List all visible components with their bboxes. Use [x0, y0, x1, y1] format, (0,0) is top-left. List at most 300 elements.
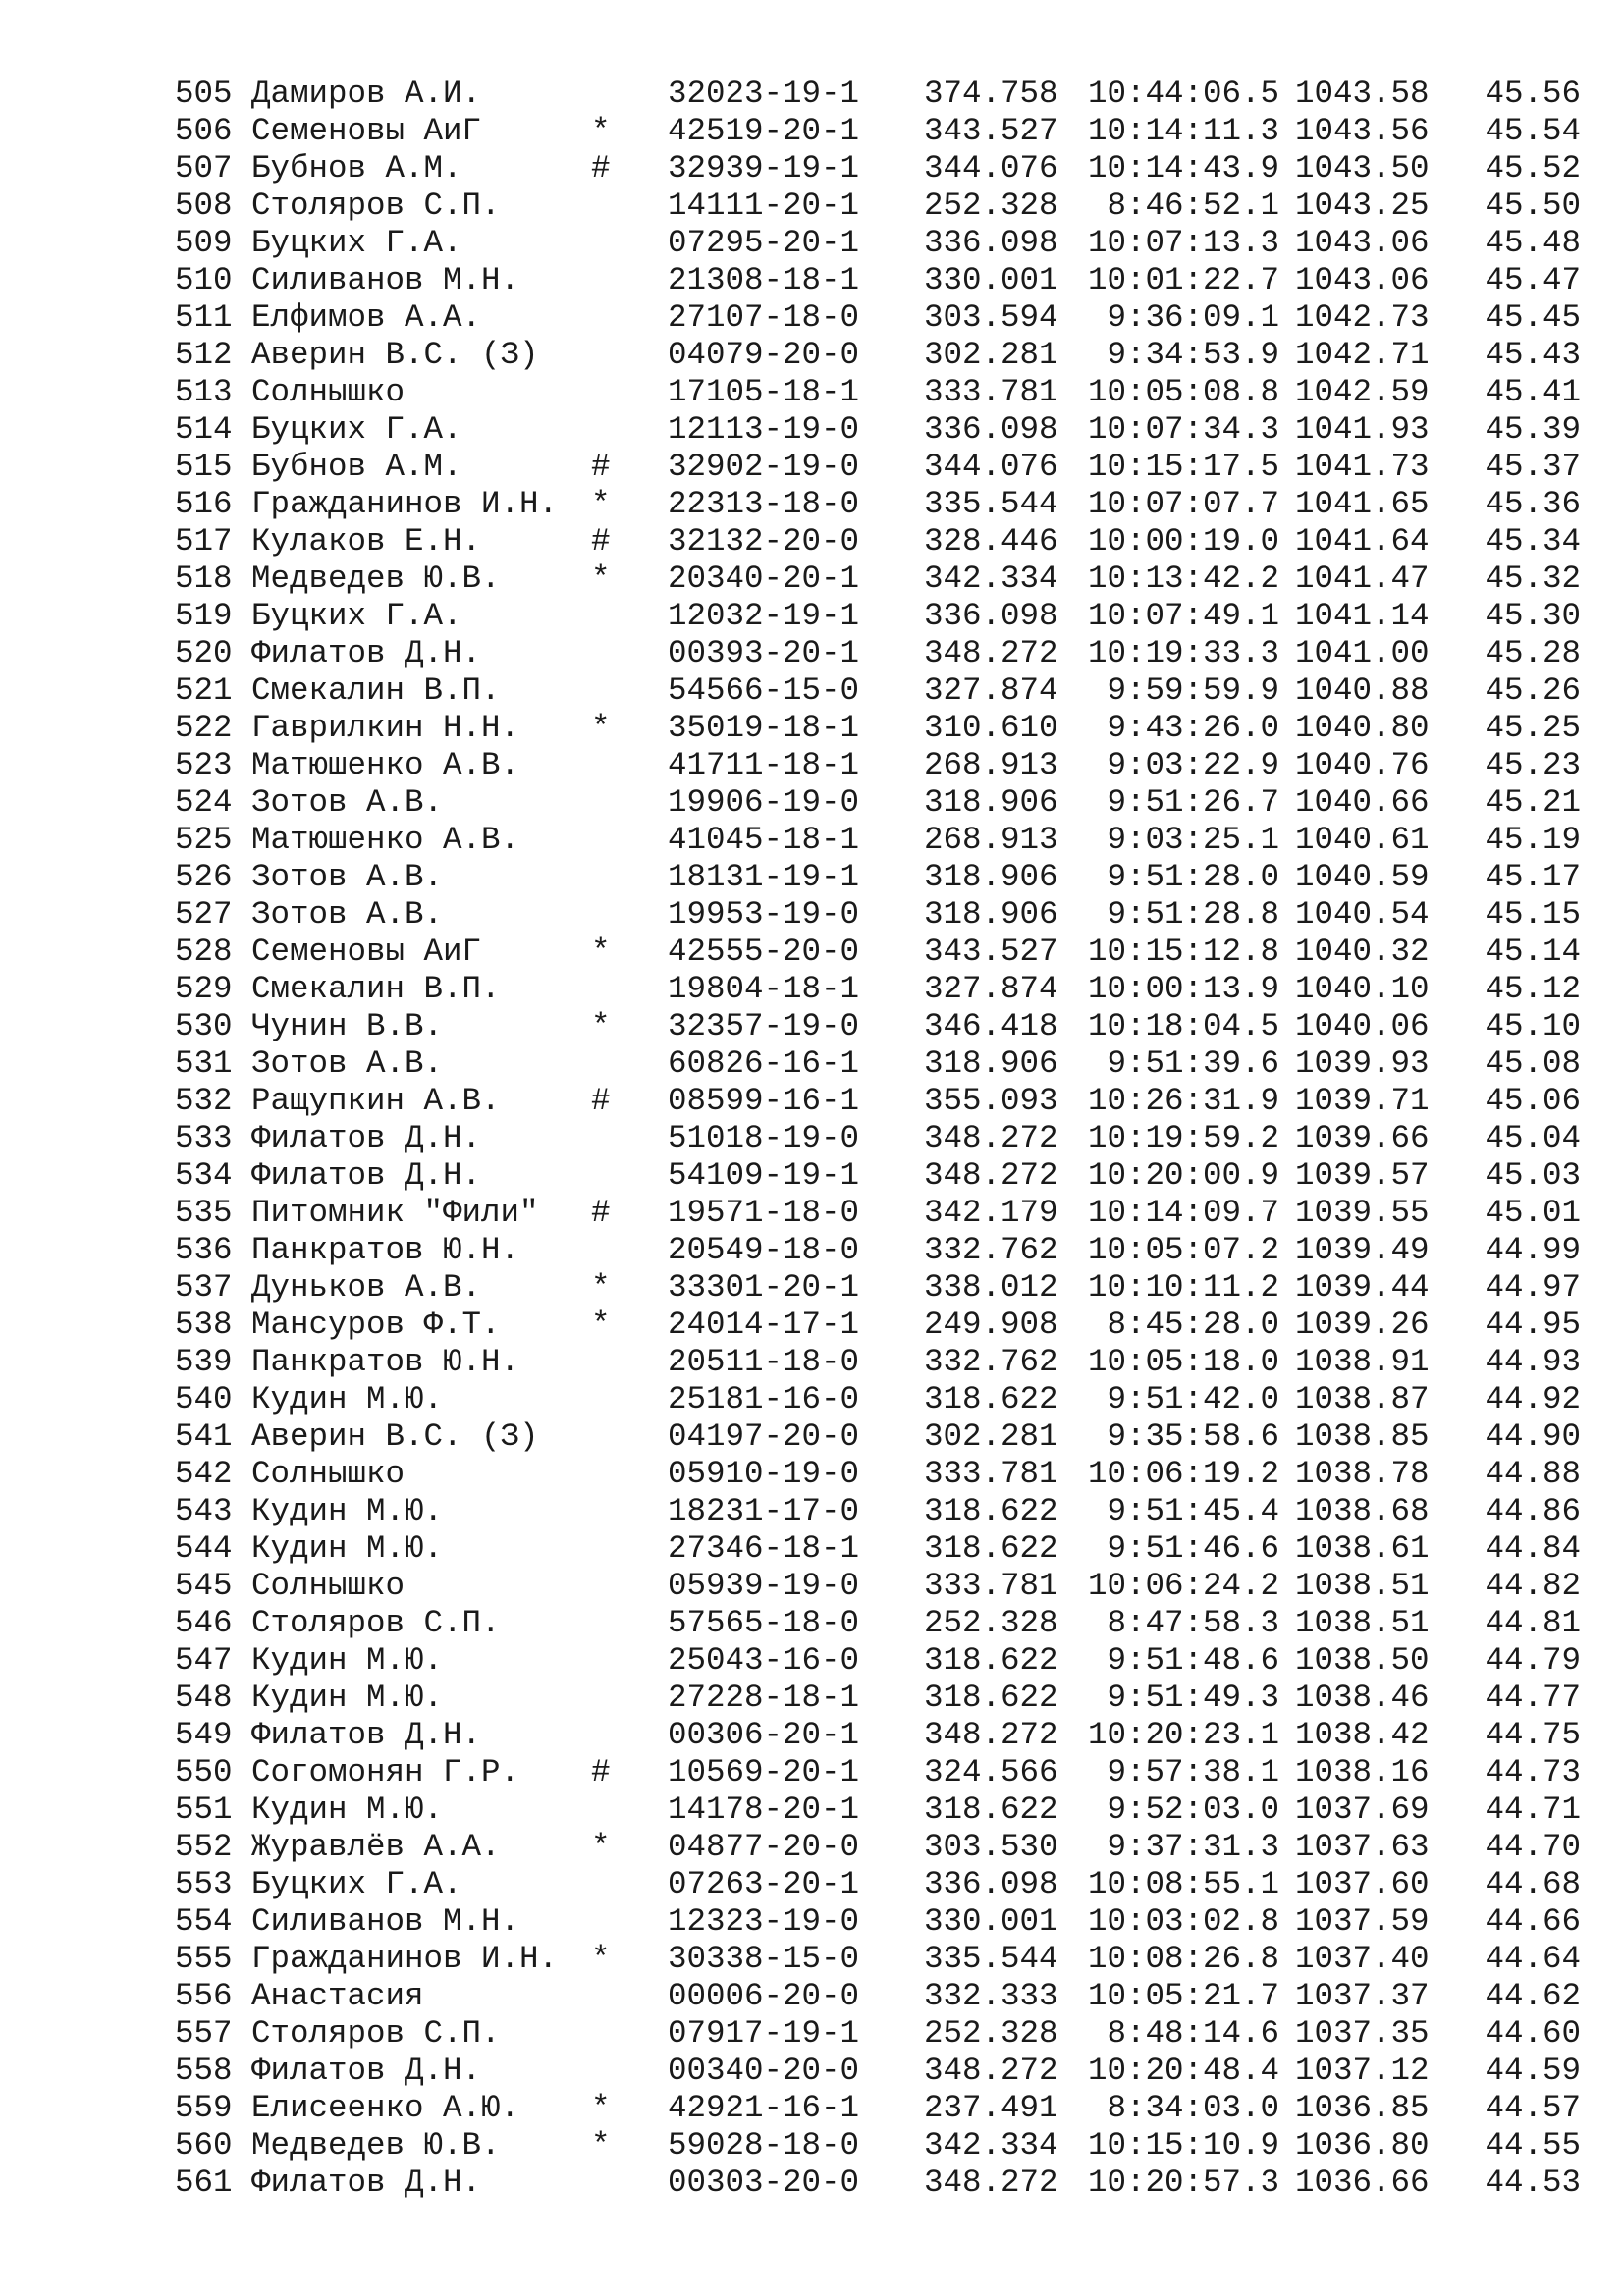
speed: 1039.44: [1295, 1269, 1430, 1306]
place-number: 515: [175, 449, 233, 485]
arrival-time: 9:51:48.6: [1107, 1642, 1279, 1679]
arrival-time: 9:43:26.0: [1107, 710, 1279, 746]
distance: 324.566: [924, 1754, 1058, 1790]
ring-number: 30338-15-0: [668, 1941, 860, 1977]
arrival-time: 10:14:09.7: [1087, 1195, 1279, 1231]
distance: 332.333: [924, 1978, 1058, 2014]
ring-number: 25181-16-0: [668, 1381, 860, 1417]
fancier-mark: *: [591, 934, 611, 970]
speed: 1037.59: [1295, 1903, 1430, 1940]
place-number: 543: [175, 1493, 233, 1529]
distance: 342.334: [924, 561, 1058, 597]
score: 45.03: [1485, 1157, 1581, 1194]
place-number: 518: [175, 561, 233, 597]
arrival-time: 9:51:49.3: [1107, 1680, 1279, 1716]
score: 45.14: [1485, 934, 1581, 970]
speed: 1038.16: [1295, 1754, 1430, 1790]
arrival-time: 10:07:49.1: [1087, 598, 1279, 634]
score: 44.59: [1485, 2053, 1581, 2089]
distance: 318.906: [924, 784, 1058, 821]
score: 45.23: [1485, 747, 1581, 783]
place-number: 537: [175, 1269, 233, 1306]
score: 44.84: [1485, 1530, 1581, 1567]
place-number: 533: [175, 1120, 233, 1156]
place-number: 517: [175, 523, 233, 560]
distance: 252.328: [924, 1605, 1058, 1641]
ring-number: 07917-19-1: [668, 2015, 860, 2052]
place-number: 548: [175, 1680, 233, 1716]
distance: 303.594: [924, 299, 1058, 336]
score: 45.25: [1485, 710, 1581, 746]
fancier-name: Столяров С.П.: [251, 187, 501, 224]
score: 44.68: [1485, 1866, 1581, 1902]
speed: 1043.06: [1295, 225, 1430, 261]
speed: 1038.78: [1295, 1456, 1430, 1492]
place-number: 506: [175, 113, 233, 149]
fancier-name: Буцких Г.А.: [251, 225, 462, 261]
arrival-time: 8:34:03.0: [1107, 2090, 1279, 2126]
arrival-time: 10:18:04.5: [1087, 1008, 1279, 1044]
ring-number: 00306-20-1: [668, 1717, 860, 1753]
speed: 1039.66: [1295, 1120, 1430, 1156]
speed: 1042.59: [1295, 374, 1430, 410]
fancier-mark: #: [591, 449, 611, 485]
score: 45.39: [1485, 411, 1581, 448]
arrival-time: 10:05:08.8: [1087, 374, 1279, 410]
speed: 1042.71: [1295, 337, 1430, 373]
fancier-mark: *: [591, 113, 611, 149]
distance: 268.913: [924, 822, 1058, 858]
place-number: 550: [175, 1754, 233, 1790]
place-number: 529: [175, 971, 233, 1007]
speed: 1039.55: [1295, 1195, 1430, 1231]
fancier-name: Питомник "Фили": [251, 1195, 539, 1231]
fancier-name: Елфимов А.А.: [251, 299, 482, 336]
score: 44.55: [1485, 2127, 1581, 2163]
arrival-time: 10:07:34.3: [1087, 411, 1279, 448]
score: 44.82: [1485, 1568, 1581, 1604]
speed: 1041.64: [1295, 523, 1430, 560]
fancier-name: Зотов А.В.: [251, 784, 444, 821]
distance: 348.272: [924, 1717, 1058, 1753]
ring-number: 54109-19-1: [668, 1157, 860, 1194]
place-number: 556: [175, 1978, 233, 2014]
fancier-mark: *: [591, 1829, 611, 1865]
fancier-name: Согомонян Г.Р.: [251, 1754, 520, 1790]
ring-number: 20511-18-0: [668, 1344, 860, 1380]
ring-number: 04197-20-0: [668, 1418, 860, 1455]
arrival-time: 8:46:52.1: [1107, 187, 1279, 224]
arrival-time: 10:44:06.5: [1087, 76, 1279, 112]
distance: 310.610: [924, 710, 1058, 746]
distance: 332.762: [924, 1232, 1058, 1268]
distance: 268.913: [924, 747, 1058, 783]
place-number: 540: [175, 1381, 233, 1417]
place-number: 531: [175, 1045, 233, 1082]
arrival-time: 9:51:46.6: [1107, 1530, 1279, 1567]
arrival-time: 10:14:43.9: [1087, 150, 1279, 187]
arrival-time: 9:35:58.6: [1107, 1418, 1279, 1455]
distance: 318.622: [924, 1381, 1058, 1417]
distance: 333.781: [924, 1456, 1058, 1492]
score: 45.52: [1485, 150, 1581, 187]
speed: 1040.06: [1295, 1008, 1430, 1044]
ring-number: 12113-19-0: [668, 411, 860, 448]
place-number: 524: [175, 784, 233, 821]
place-number: 561: [175, 2164, 233, 2201]
ring-number: 19571-18-0: [668, 1195, 860, 1231]
ring-number: 57565-18-0: [668, 1605, 860, 1641]
fancier-mark: *: [591, 2127, 611, 2163]
speed: 1038.42: [1295, 1717, 1430, 1753]
arrival-time: 10:08:55.1: [1087, 1866, 1279, 1902]
speed: 1041.93: [1295, 411, 1430, 448]
arrival-time: 8:47:58.3: [1107, 1605, 1279, 1641]
speed: 1039.26: [1295, 1307, 1430, 1343]
score: 44.64: [1485, 1941, 1581, 1977]
arrival-time: 10:26:31.9: [1087, 1083, 1279, 1119]
place-number: 530: [175, 1008, 233, 1044]
ring-number: 27346-18-1: [668, 1530, 860, 1567]
fancier-name: Матюшенко А.В.: [251, 822, 520, 858]
fancier-name: Семеновы АиГ: [251, 934, 482, 970]
score: 45.54: [1485, 113, 1581, 149]
speed: 1040.59: [1295, 859, 1430, 895]
ring-number: 18131-19-1: [668, 859, 860, 895]
speed: 1040.76: [1295, 747, 1430, 783]
fancier-name: Медведев Ю.В.: [251, 561, 501, 597]
arrival-time: 10:20:48.4: [1087, 2053, 1279, 2089]
fancier-mark: *: [591, 486, 611, 522]
distance: 342.334: [924, 2127, 1058, 2163]
fancier-name: Аверин В.С. (З): [251, 337, 539, 373]
distance: 336.098: [924, 411, 1058, 448]
score: 44.73: [1485, 1754, 1581, 1790]
fancier-name: Кудин М.Ю.: [251, 1381, 444, 1417]
arrival-time: 9:03:25.1: [1107, 822, 1279, 858]
speed: 1036.66: [1295, 2164, 1430, 2201]
fancier-name: Кудин М.Ю.: [251, 1680, 444, 1716]
fancier-name: Медведев Ю.В.: [251, 2127, 501, 2163]
fancier-name: Матюшенко А.В.: [251, 747, 520, 783]
score: 44.95: [1485, 1307, 1581, 1343]
arrival-time: 10:05:18.0: [1087, 1344, 1279, 1380]
fancier-name: Столяров С.П.: [251, 2015, 501, 2052]
fancier-name: Филатов Д.Н.: [251, 1717, 482, 1753]
speed: 1043.06: [1295, 262, 1430, 298]
ring-number: 19804-18-1: [668, 971, 860, 1007]
arrival-time: 10:05:07.2: [1087, 1232, 1279, 1268]
arrival-time: 10:01:22.7: [1087, 262, 1279, 298]
distance: 344.076: [924, 449, 1058, 485]
distance: 252.328: [924, 187, 1058, 224]
speed: 1043.50: [1295, 150, 1430, 187]
score: 44.53: [1485, 2164, 1581, 2201]
arrival-time: 9:51:28.8: [1107, 896, 1279, 933]
speed: 1041.00: [1295, 635, 1430, 671]
distance: 346.418: [924, 1008, 1058, 1044]
place-number: 546: [175, 1605, 233, 1641]
speed: 1038.46: [1295, 1680, 1430, 1716]
score: 44.62: [1485, 1978, 1581, 2014]
place-number: 514: [175, 411, 233, 448]
distance: 335.544: [924, 1941, 1058, 1977]
score: 45.04: [1485, 1120, 1581, 1156]
ring-number: 00393-20-1: [668, 635, 860, 671]
distance: 328.446: [924, 523, 1058, 560]
speed: 1039.57: [1295, 1157, 1430, 1194]
ring-number: 35019-18-1: [668, 710, 860, 746]
arrival-time: 10:15:12.8: [1087, 934, 1279, 970]
arrival-time: 9:37:31.3: [1107, 1829, 1279, 1865]
distance: 336.098: [924, 225, 1058, 261]
score: 45.06: [1485, 1083, 1581, 1119]
speed: 1037.35: [1295, 2015, 1430, 2052]
arrival-time: 9:51:45.4: [1107, 1493, 1279, 1529]
ring-number: 05910-19-0: [668, 1456, 860, 1492]
speed: 1039.93: [1295, 1045, 1430, 1082]
fancier-name: Панкратов Ю.Н.: [251, 1232, 520, 1268]
speed: 1040.54: [1295, 896, 1430, 933]
ring-number: 12032-19-1: [668, 598, 860, 634]
ring-number: 19953-19-0: [668, 896, 860, 933]
arrival-time: 10:06:24.2: [1087, 1568, 1279, 1604]
distance: 343.527: [924, 113, 1058, 149]
place-number: 521: [175, 672, 233, 709]
ring-number: 17105-18-1: [668, 374, 860, 410]
speed: 1038.51: [1295, 1605, 1430, 1641]
arrival-time: 9:52:03.0: [1107, 1791, 1279, 1828]
place-number: 520: [175, 635, 233, 671]
distance: 374.758: [924, 76, 1058, 112]
fancier-mark: *: [591, 1307, 611, 1343]
speed: 1038.51: [1295, 1568, 1430, 1604]
fancier-name: Кулаков Е.Н.: [251, 523, 482, 560]
ring-number: 00340-20-0: [668, 2053, 860, 2089]
arrival-time: 10:19:33.3: [1087, 635, 1279, 671]
arrival-time: 10:15:17.5: [1087, 449, 1279, 485]
distance: 355.093: [924, 1083, 1058, 1119]
fancier-name: Филатов Д.Н.: [251, 2164, 482, 2201]
arrival-time: 10:08:26.8: [1087, 1941, 1279, 1977]
fancier-name: Аверин В.С. (З): [251, 1418, 539, 1455]
score: 44.79: [1485, 1642, 1581, 1679]
fancier-name: Анастасия: [251, 1978, 424, 2014]
ring-number: 41711-18-1: [668, 747, 860, 783]
distance: 343.527: [924, 934, 1058, 970]
score: 45.43: [1485, 337, 1581, 373]
fancier-mark: #: [591, 1195, 611, 1231]
arrival-time: 9:34:53.9: [1107, 337, 1279, 373]
ring-number: 33301-20-1: [668, 1269, 860, 1306]
distance: 327.874: [924, 971, 1058, 1007]
place-number: 557: [175, 2015, 233, 2052]
fancier-mark: *: [591, 2090, 611, 2126]
fancier-name: Буцких Г.А.: [251, 1866, 462, 1902]
ring-number: 42555-20-0: [668, 934, 860, 970]
speed: 1038.50: [1295, 1642, 1430, 1679]
speed: 1037.69: [1295, 1791, 1430, 1828]
fancier-name: Филатов Д.Н.: [251, 1120, 482, 1156]
fancier-mark: *: [591, 1941, 611, 1977]
arrival-time: 8:48:14.6: [1107, 2015, 1279, 2052]
fancier-mark: *: [591, 1269, 611, 1306]
speed: 1043.56: [1295, 113, 1430, 149]
fancier-name: Буцких Г.А.: [251, 411, 462, 448]
fancier-name: Кудин М.Ю.: [251, 1530, 444, 1567]
fancier-name: Дуньков А.В.: [251, 1269, 482, 1306]
distance: 335.544: [924, 486, 1058, 522]
arrival-time: 10:19:59.2: [1087, 1120, 1279, 1156]
speed: 1040.32: [1295, 934, 1430, 970]
distance: 302.281: [924, 1418, 1058, 1455]
place-number: 551: [175, 1791, 233, 1828]
ring-number: 08599-16-1: [668, 1083, 860, 1119]
speed: 1038.61: [1295, 1530, 1430, 1567]
speed: 1040.61: [1295, 822, 1430, 858]
distance: 330.001: [924, 262, 1058, 298]
fancier-name: Филатов Д.Н.: [251, 635, 482, 671]
place-number: 525: [175, 822, 233, 858]
score: 45.15: [1485, 896, 1581, 933]
arrival-time: 10:14:11.3: [1087, 113, 1279, 149]
distance: 330.001: [924, 1903, 1058, 1940]
arrival-time: 9:51:39.6: [1107, 1045, 1279, 1082]
speed: 1039.49: [1295, 1232, 1430, 1268]
place-number: 549: [175, 1717, 233, 1753]
speed: 1038.87: [1295, 1381, 1430, 1417]
distance: 318.622: [924, 1493, 1058, 1529]
fancier-name: Зотов А.В.: [251, 896, 444, 933]
fancier-name: Мансуров Ф.Т.: [251, 1307, 501, 1343]
speed: 1037.12: [1295, 2053, 1430, 2089]
ring-number: 27228-18-1: [668, 1680, 860, 1716]
place-number: 526: [175, 859, 233, 895]
distance: 327.874: [924, 672, 1058, 709]
distance: 344.076: [924, 150, 1058, 187]
score: 45.12: [1485, 971, 1581, 1007]
ring-number: 14111-20-1: [668, 187, 860, 224]
score: 44.93: [1485, 1344, 1581, 1380]
place-number: 527: [175, 896, 233, 933]
arrival-time: 9:51:28.0: [1107, 859, 1279, 895]
speed: 1037.40: [1295, 1941, 1430, 1977]
ring-number: 10569-20-1: [668, 1754, 860, 1790]
fancier-name: Бубнов А.М.: [251, 150, 462, 187]
fancier-name: Гражданинов И.Н.: [251, 1941, 559, 1977]
arrival-time: 9:57:38.1: [1107, 1754, 1279, 1790]
fancier-name: Журавлёв А.А.: [251, 1829, 501, 1865]
arrival-time: 10:06:19.2: [1087, 1456, 1279, 1492]
fancier-name: Гражданинов И.Н.: [251, 486, 559, 522]
ring-number: 18231-17-0: [668, 1493, 860, 1529]
ring-number: 51018-19-0: [668, 1120, 860, 1156]
distance: 336.098: [924, 598, 1058, 634]
fancier-name: Филатов Д.Н.: [251, 1157, 482, 1194]
distance: 348.272: [924, 635, 1058, 671]
distance: 332.762: [924, 1344, 1058, 1380]
arrival-time: 10:20:00.9: [1087, 1157, 1279, 1194]
score: 44.90: [1485, 1418, 1581, 1455]
fancier-name: Филатов Д.Н.: [251, 2053, 482, 2089]
speed: 1039.71: [1295, 1083, 1430, 1119]
place-number: 516: [175, 486, 233, 522]
arrival-time: 10:13:42.2: [1087, 561, 1279, 597]
place-number: 511: [175, 299, 233, 336]
place-number: 542: [175, 1456, 233, 1492]
arrival-time: 10:07:13.3: [1087, 225, 1279, 261]
arrival-time: 9:59:59.9: [1107, 672, 1279, 709]
place-number: 534: [175, 1157, 233, 1194]
ring-number: 60826-16-1: [668, 1045, 860, 1082]
distance: 348.272: [924, 1120, 1058, 1156]
ring-number: 32023-19-1: [668, 76, 860, 112]
fancier-name: Силиванов М.Н.: [251, 262, 520, 298]
place-number: 509: [175, 225, 233, 261]
fancier-name: Силиванов М.Н.: [251, 1903, 520, 1940]
score: 45.36: [1485, 486, 1581, 522]
speed: 1040.80: [1295, 710, 1430, 746]
score: 44.92: [1485, 1381, 1581, 1417]
fancier-name: Панкратов Ю.Н.: [251, 1344, 520, 1380]
speed: 1041.47: [1295, 561, 1430, 597]
arrival-time: 10:20:57.3: [1087, 2164, 1279, 2201]
fancier-name: Зотов А.В.: [251, 1045, 444, 1082]
arrival-time: 10:07:07.7: [1087, 486, 1279, 522]
fancier-name: Кудин М.Ю.: [251, 1493, 444, 1529]
distance: 348.272: [924, 1157, 1058, 1194]
fancier-name: Бубнов А.М.: [251, 449, 462, 485]
place-number: 538: [175, 1307, 233, 1343]
speed: 1040.88: [1295, 672, 1430, 709]
ring-number: 21308-18-1: [668, 262, 860, 298]
ring-number: 25043-16-0: [668, 1642, 860, 1679]
score: 45.47: [1485, 262, 1581, 298]
score: 45.10: [1485, 1008, 1581, 1044]
place-number: 547: [175, 1642, 233, 1679]
speed: 1038.91: [1295, 1344, 1430, 1380]
ring-number: 14178-20-1: [668, 1791, 860, 1828]
speed: 1040.10: [1295, 971, 1430, 1007]
fancier-name: Буцких Г.А.: [251, 598, 462, 634]
ring-number: 05939-19-0: [668, 1568, 860, 1604]
score: 45.48: [1485, 225, 1581, 261]
arrival-time: 9:36:09.1: [1107, 299, 1279, 336]
score: 45.17: [1485, 859, 1581, 895]
place-number: 523: [175, 747, 233, 783]
place-number: 512: [175, 337, 233, 373]
ring-number: 42519-20-1: [668, 113, 860, 149]
arrival-time: 10:00:13.9: [1087, 971, 1279, 1007]
ring-number: 20340-20-1: [668, 561, 860, 597]
fancier-name: Столяров С.П.: [251, 1605, 501, 1641]
score: 44.57: [1485, 2090, 1581, 2126]
distance: 333.781: [924, 1568, 1058, 1604]
speed: 1036.85: [1295, 2090, 1430, 2126]
place-number: 558: [175, 2053, 233, 2089]
speed: 1041.73: [1295, 449, 1430, 485]
speed: 1037.60: [1295, 1866, 1430, 1902]
ring-number: 32939-19-1: [668, 150, 860, 187]
ring-number: 19906-19-0: [668, 784, 860, 821]
score: 44.86: [1485, 1493, 1581, 1529]
ring-number: 54566-15-0: [668, 672, 860, 709]
score: 44.60: [1485, 2015, 1581, 2052]
score: 45.45: [1485, 299, 1581, 336]
ring-number: 07263-20-1: [668, 1866, 860, 1902]
place-number: 536: [175, 1232, 233, 1268]
speed: 1037.63: [1295, 1829, 1430, 1865]
